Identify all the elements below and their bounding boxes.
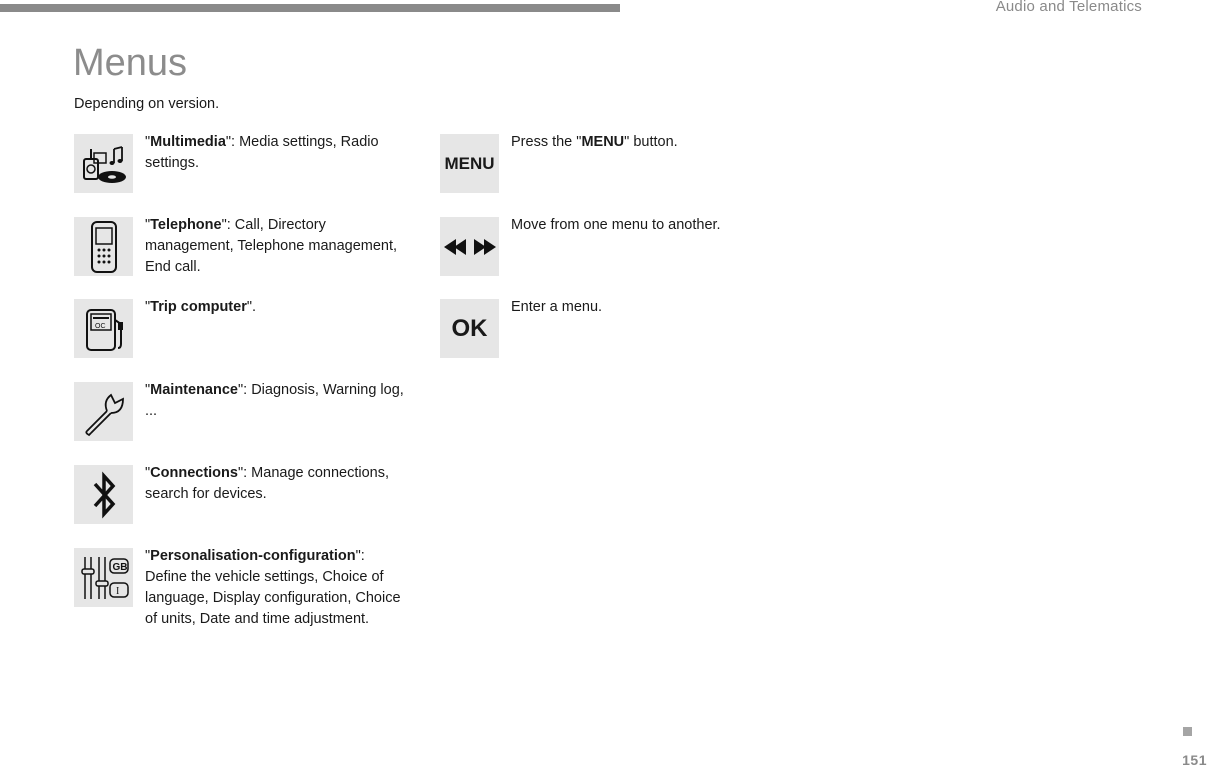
menu-item-text: "Trip computer". xyxy=(145,299,257,315)
maintenance-icon xyxy=(74,382,133,441)
page-number: 151 xyxy=(1182,752,1207,768)
lang-top-text: GB xyxy=(112,561,127,573)
menu-item-text: "Maintenance": Diagnosis, Warning log, ... xyxy=(145,382,404,419)
page-title: Menus xyxy=(73,42,188,84)
intro-text: Depending on version. xyxy=(74,96,220,112)
bluetooth-icon xyxy=(74,465,133,524)
menu-item-text: "Connections": Manage connections, search for devices. xyxy=(145,465,390,502)
ok-button-label: OK xyxy=(451,314,488,342)
menu-item-text: "Telephone": Call, Directory management, Telephone management, End call. xyxy=(145,217,398,275)
lang-bottom-text: I xyxy=(115,585,119,597)
section-title: Audio and Telematics xyxy=(995,0,1142,15)
button-row-text: Move from one menu to another. xyxy=(511,217,721,233)
menu-button-label: MENU xyxy=(444,153,495,173)
menu-item-text: "Multimedia": Media settings, Radio settings. xyxy=(145,134,379,171)
ok-button-icon xyxy=(440,299,499,358)
corner-marker xyxy=(1183,727,1192,736)
button-row-text: Enter a menu. xyxy=(511,299,603,315)
multimedia-icon xyxy=(74,134,133,193)
menu-item-text: "Personalisation-configuration": Define the vehicle settings, Choice of language, Display configuration, Choice of units, Date and time adjustment. xyxy=(145,548,401,627)
header-bar xyxy=(0,4,620,12)
trip-computer-icon xyxy=(74,299,133,358)
personalisation-icon xyxy=(74,548,133,607)
telephone-icon xyxy=(74,217,133,276)
trip-screen-text: OC xyxy=(94,322,105,330)
menu-button-icon xyxy=(440,134,499,193)
arrows-icon xyxy=(440,217,499,276)
button-row-text: Press the "MENU" button. xyxy=(511,134,678,150)
